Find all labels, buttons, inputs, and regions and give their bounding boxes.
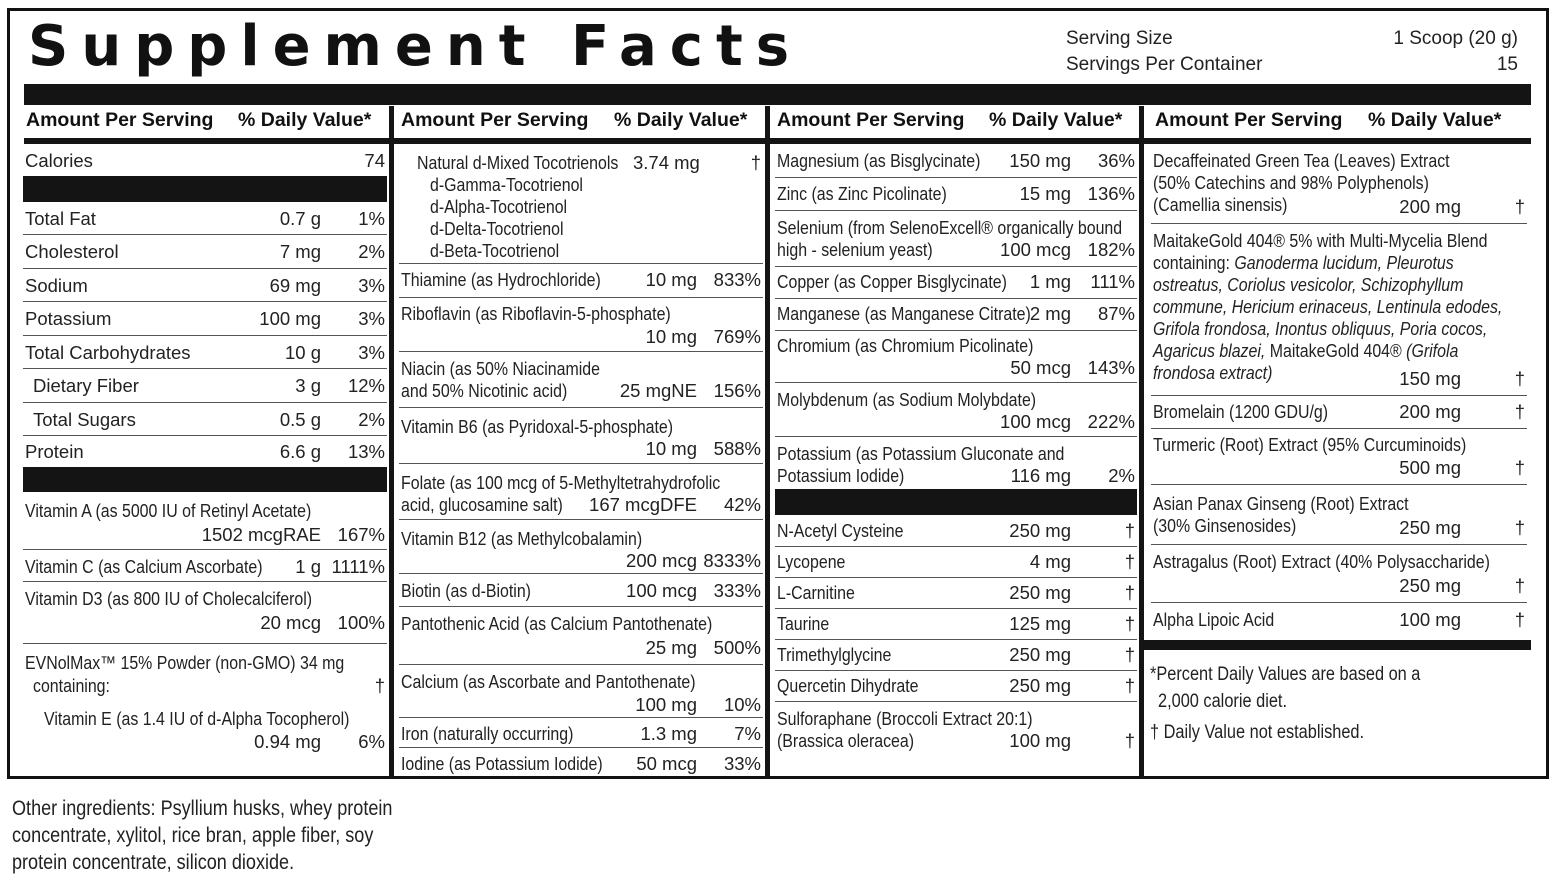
nutrient-dv: 13% xyxy=(347,441,385,462)
nutrient-amount: 200 mg xyxy=(1399,401,1461,422)
nutrient-amount: 250 mg xyxy=(1009,675,1071,696)
nutrient-amount: 150 mg xyxy=(1009,150,1071,171)
nutrient-name: MaitakeGold 404® 5% with Multi-Mycelia Blend xyxy=(1153,230,1488,251)
nutrient-name: Astragalus (Root) Extract (40% Polysaccharide) xyxy=(1153,551,1490,572)
nutrient-name: Lycopene xyxy=(777,551,846,572)
nutrient-dv: 7% xyxy=(734,723,761,744)
nutrient-dv: 111% xyxy=(1090,271,1135,292)
row-vitamin-a xyxy=(23,492,387,550)
row-pantothenic-acid xyxy=(399,607,763,665)
panel-title: Supplement Facts xyxy=(28,14,803,79)
row-vitamin-b6 xyxy=(399,408,763,464)
nutrient-amount: 6.6 g xyxy=(279,441,321,462)
footnote-bar xyxy=(1144,640,1531,650)
nutrient-amount: 200 mcg xyxy=(626,550,697,571)
species-list: (Grifola xyxy=(1406,340,1459,361)
nutrient-amount: 0.94 mg xyxy=(254,731,321,752)
row-zinc xyxy=(775,178,1137,211)
sub-ingredient: d-Delta-Tocotrienol xyxy=(430,218,564,239)
nutrient-dv: † xyxy=(1124,551,1135,572)
row-biotin xyxy=(399,574,763,607)
row-turmeric xyxy=(1151,429,1527,485)
nutrient-name: Calories xyxy=(25,150,93,171)
nutrient-amount: 25 mg xyxy=(645,637,697,658)
nutrient-amount: 10 mg xyxy=(645,269,697,290)
nutrient-name: Iodine (as Potassium Iodide) xyxy=(401,753,603,774)
nutrient-amount: 100 mg xyxy=(259,308,321,329)
nutrient-amount: 1.3 mg xyxy=(640,723,697,744)
header-amount: Amount Per Serving xyxy=(26,109,214,131)
row-ginseng xyxy=(1151,485,1527,545)
row-vitamin-c xyxy=(23,550,387,582)
nutrient-name: Vitamin A (as 5000 IU of Retinyl Acetate) xyxy=(25,500,312,521)
nutrient-name: Molybdenum (as Sodium Molybdate) xyxy=(777,389,1037,410)
nutrient-name: Dietary Fiber xyxy=(33,375,139,396)
row-dietary-fiber xyxy=(23,369,387,403)
nutrient-name: Total Sugars xyxy=(33,409,136,430)
row-sulforaphane xyxy=(775,702,1137,758)
nutrient-dv: † xyxy=(750,152,761,173)
nutrient-name: Sodium xyxy=(25,275,88,296)
header-dv: % Daily Value* xyxy=(238,109,372,131)
header-dv: % Daily Value* xyxy=(1368,109,1502,131)
serving-size-label: Serving Size xyxy=(1066,28,1173,49)
containing-label: containing: xyxy=(1153,252,1235,273)
row-selenium xyxy=(775,211,1137,267)
row-riboflavin xyxy=(399,298,763,352)
nutrient-dv: 588% xyxy=(713,438,761,459)
other-ingredients-line: Other ingredients: Psyllium husks, whey protein xyxy=(12,797,393,820)
nutrient-dv: 36% xyxy=(1097,150,1135,171)
nutrient-amount: 7 mg xyxy=(279,241,321,262)
nutrient-dv: † xyxy=(1124,675,1135,696)
row-green-tea xyxy=(1151,146,1527,224)
nutrient-dv: 333% xyxy=(713,580,761,601)
row-bromelain xyxy=(1151,396,1527,429)
row-maitakegold xyxy=(1151,224,1527,396)
nutrient-amount: 116 mg xyxy=(1010,465,1071,486)
nutrient-name: Vitamin C (as Calcium Ascorbate) xyxy=(25,556,263,577)
row-thiamine xyxy=(399,264,763,298)
nutrient-name-cont: (Camellia sinensis) xyxy=(1153,194,1288,215)
nutrient-name: Biotin (as d-Biotin) xyxy=(401,580,531,601)
nutrient-dv: 42% xyxy=(723,494,761,515)
nutrient-name-cont: containing: xyxy=(33,675,110,696)
nutrient-name: Folate (as 100 mcg of 5-Methyltetrahydrofolic xyxy=(401,472,721,493)
nutrient-dv: † xyxy=(1124,644,1135,665)
species-list: Ganoderma lucidum, Pleurotus xyxy=(1234,252,1454,273)
row-molybdenum xyxy=(775,383,1137,437)
section-bar xyxy=(775,489,1137,515)
nutrient-name: Iron (naturally occurring) xyxy=(401,723,574,744)
nutrient-amount: 10 g xyxy=(284,342,321,363)
nutrient-amount: 10 mg xyxy=(645,326,697,347)
sub-ingredient: d-Beta-Tocotrienol xyxy=(430,240,560,261)
nutrient-dv: † xyxy=(1514,517,1525,538)
nutrient-dv: 3% xyxy=(358,275,385,296)
row-chromium xyxy=(775,331,1137,383)
nutrient-name: Potassium (as Potassium Gluconate and xyxy=(777,443,1065,464)
nutrient-amount: 125 mg xyxy=(1009,613,1071,634)
nutrient-dv: 156% xyxy=(713,380,761,401)
nutrient-amount: 10 mg xyxy=(645,438,697,459)
row-potassium-mineral xyxy=(775,437,1137,489)
column-divider xyxy=(1139,106,1144,778)
nutrient-dv: 8333% xyxy=(703,550,761,571)
nutrient-name: Chromium (as Chromium Picolinate) xyxy=(777,335,1034,356)
nutrient-amount: 74 xyxy=(364,150,385,171)
nutrient-amount: 100 mcg xyxy=(1000,411,1071,432)
row-taurine xyxy=(775,609,1137,640)
nutrient-name: Vitamin B6 (as Pyridoxal-5-phosphate) xyxy=(401,416,674,437)
nutrient-dv: 100% xyxy=(337,612,385,633)
header-amount: Amount Per Serving xyxy=(1155,109,1343,131)
sub-ingredient: d-Alpha-Tocotrienol xyxy=(430,196,568,217)
nutrient-dv: 143% xyxy=(1087,357,1135,378)
footnote-daily-values: *Percent Daily Values are based on a xyxy=(1150,664,1421,685)
nutrient-name: Calcium (as Ascorbate and Pantothenate) xyxy=(401,671,696,692)
column-3 xyxy=(775,146,1137,758)
header-rule xyxy=(770,138,1139,144)
nutrient-dv: 3% xyxy=(358,342,385,363)
nutrient-amount: 50 mcg xyxy=(1010,357,1071,378)
nutrient-amount: 200 mg xyxy=(1399,196,1461,217)
row-lycopene xyxy=(775,547,1137,578)
nutrient-name: Vitamin B12 (as Methylcobalamin) xyxy=(401,528,643,549)
nutrient-name: EVNolMax™ 15% Powder (non-GMO) 34 mg xyxy=(25,652,345,673)
row-total-fat xyxy=(23,202,387,235)
nutrient-name: Trimethylglycine xyxy=(777,644,892,665)
nutrient-dv: 1% xyxy=(358,208,385,229)
row-magnesium xyxy=(775,146,1137,178)
footnote-calorie-diet: 2,000 calorie diet. xyxy=(1158,691,1287,712)
nutrient-dv: 87% xyxy=(1097,303,1135,324)
other-ingredients xyxy=(12,795,392,876)
header-rule xyxy=(394,138,765,144)
row-l-carnitine xyxy=(775,578,1137,609)
row-iodine xyxy=(399,748,763,778)
nutrient-name: Magnesium (as Bisglycinate) xyxy=(777,150,981,171)
serving-size-value: 1 Scoop (20 g) xyxy=(1393,28,1518,49)
nutrient-dv: 3% xyxy=(358,308,385,329)
nutrient-dv: 2% xyxy=(358,409,385,430)
header-amount: Amount Per Serving xyxy=(401,109,589,131)
column-1 xyxy=(23,146,387,754)
species-list: commune, Hericium erinaceus, Lentinula edodes, xyxy=(1153,296,1503,317)
nutrient-name: Cholesterol xyxy=(25,241,119,262)
row-total-sugars xyxy=(23,403,387,436)
nutrient-amount: 250 mg xyxy=(1009,520,1071,541)
nutrient-dv: 833% xyxy=(713,269,761,290)
nutrient-dv: † xyxy=(1124,520,1135,541)
nutrient-dv: 136% xyxy=(1087,183,1135,204)
nutrient-amount: 69 mg xyxy=(269,275,321,296)
row-calcium xyxy=(399,665,763,718)
nutrient-dv: 182% xyxy=(1087,239,1135,260)
nutrient-dv: † xyxy=(1514,401,1525,422)
nutrient-amount: 0.5 g xyxy=(279,409,321,430)
nutrient-amount: 1502 mcgRAE xyxy=(201,524,321,545)
servings-per-container-value: 15 xyxy=(1496,54,1518,75)
nutrient-dv: 6% xyxy=(358,731,385,752)
row-manganese xyxy=(775,299,1137,331)
footnote-dagger: † Daily Value not established. xyxy=(1150,722,1365,743)
nutrient-amount: 1 g xyxy=(295,556,321,577)
nutrient-amount: 0.7 g xyxy=(279,208,321,229)
nutrient-name: Thiamine (as Hydrochloride) xyxy=(401,269,601,290)
nutrient-name: L-Carnitine xyxy=(777,582,855,603)
nutrient-name-cont xyxy=(1153,340,1458,362)
column-4 xyxy=(1151,146,1527,637)
nutrient-name: Copper (as Copper Bisglycinate) xyxy=(777,271,1007,292)
row-evnolmax xyxy=(23,644,387,754)
nutrient-name: Asian Panax Ginseng (Root) Extract xyxy=(1153,493,1409,514)
nutrient-name-cont: high - selenium yeast) xyxy=(777,239,933,260)
nutrient-name-cont: and 50% Nicotinic acid) xyxy=(401,380,568,401)
nutrient-name-cont: (Brassica oleracea) xyxy=(777,730,915,751)
nutrient-dv: 2% xyxy=(358,241,385,262)
row-vitamin-b12 xyxy=(399,520,763,574)
nutrient-name: Decaffeinated Green Tea (Leaves) Extract xyxy=(1153,150,1450,171)
nutrient-amount: 250 mg xyxy=(1009,644,1071,665)
nutrient-dv: † xyxy=(1514,196,1525,217)
column-divider xyxy=(765,106,770,778)
nutrient-dv: † xyxy=(1124,582,1135,603)
nutrient-dv: 167% xyxy=(337,524,385,545)
nutrient-name: Natural d-Mixed Tocotrienols xyxy=(417,152,619,173)
row-tocotrienols xyxy=(399,146,763,264)
row-astragalus xyxy=(1151,545,1527,603)
nutrient-amount: 50 mcg xyxy=(636,753,697,774)
nutrient-dv: 10% xyxy=(723,694,761,715)
row-total-carbohydrates xyxy=(23,336,387,369)
header-rule xyxy=(24,138,389,144)
row-trimethylglycine xyxy=(775,640,1137,671)
row-folate xyxy=(399,464,763,520)
row-quercetin xyxy=(775,671,1137,702)
nutrient-name: Quercetin Dihydrate xyxy=(777,675,919,696)
header-amount: Amount Per Serving xyxy=(777,109,965,131)
nutrient-name: Pantothenic Acid (as Calcium Pantothenate) xyxy=(401,613,713,634)
nutrient-name: Turmeric (Root) Extract (95% Curcuminoids) xyxy=(1153,434,1467,455)
nutrient-dv: † xyxy=(1514,575,1525,596)
top-divider-bar xyxy=(24,84,1531,105)
nutrient-amount: 250 mg xyxy=(1009,582,1071,603)
row-copper xyxy=(775,267,1137,299)
nutrient-amount: 250 mg xyxy=(1399,575,1461,596)
nutrient-name: Manganese (as Manganese Citrate) xyxy=(777,303,1031,324)
nutrient-amount: 1 mg xyxy=(1029,271,1071,292)
nutrient-dv: 1111% xyxy=(331,556,385,577)
nutrient-amount: 3 g xyxy=(295,375,321,396)
nutrient-amount: 100 mg xyxy=(635,694,697,715)
section-bar xyxy=(23,176,387,202)
nutrient-dv: 33% xyxy=(723,753,761,774)
row-niacin xyxy=(399,352,763,408)
nutrient-name: Sulforaphane (Broccoli Extract 20:1) xyxy=(777,708,1033,729)
other-ingredients-line: concentrate, xylitol, rice bran, apple fiber, soy xyxy=(12,824,374,847)
species-list: Agaricus blazei, xyxy=(1153,340,1266,361)
nutrient-amount: 167 mcgDFE xyxy=(589,494,697,515)
nutrient-name: Vitamin D3 (as 800 IU of Cholecalciferol) xyxy=(25,588,313,609)
nutrient-name: Alpha Lipoic Acid xyxy=(1153,609,1275,630)
row-alpha-lipoic-acid xyxy=(1151,603,1527,637)
nutrient-name-cont: Potassium Iodide) xyxy=(777,465,905,486)
nutrient-amount: 20 mcg xyxy=(260,612,321,633)
nutrient-dv: † xyxy=(1514,457,1525,478)
nutrient-name: Niacin (as 50% Niacinamide xyxy=(401,358,600,379)
nutrient-amount: 3.74 mg xyxy=(633,152,700,173)
section-bar xyxy=(23,467,387,492)
nutrient-dv: 500% xyxy=(713,637,761,658)
nutrient-amount: 100 mg xyxy=(1399,609,1461,630)
nutrient-amount: 250 mg xyxy=(1399,517,1461,538)
nutrient-amount: 100 mg xyxy=(1009,730,1071,751)
nutrient-name-cont: acid, glucosamine salt) xyxy=(401,494,563,515)
species-list: ostreatus, Coriolus vesicolor, Schizophyllum xyxy=(1153,274,1464,295)
nutrient-dv: 2% xyxy=(1108,465,1135,486)
row-iron xyxy=(399,718,763,748)
nutrient-dv: 12% xyxy=(347,375,385,396)
nutrient-name-cont xyxy=(1153,252,1454,274)
nutrient-dv: † xyxy=(1514,609,1525,630)
nutrient-amount: 100 mcg xyxy=(1000,239,1071,260)
nutrient-dv: † xyxy=(1124,613,1135,634)
nutrient-name: Bromelain (1200 GDU/g) xyxy=(1153,401,1329,422)
nutrient-name-cont: (30% Ginsenosides) xyxy=(1153,515,1297,536)
nutrient-name-cont: (50% Catechins and 98% Polyphenols) xyxy=(1153,172,1429,193)
row-protein xyxy=(23,436,387,467)
servings-per-container-label: Servings Per Container xyxy=(1066,54,1263,75)
nutrient-name: Total Carbohydrates xyxy=(25,342,191,363)
nutrient-name: Potassium xyxy=(25,308,112,329)
column-divider xyxy=(389,106,394,778)
nutrient-dv: 769% xyxy=(713,326,761,347)
nutrient-dv: † xyxy=(1514,368,1525,389)
nutrient-name: Riboflavin (as Riboflavin-5-phosphate) xyxy=(401,303,671,324)
nutrient-amount: 150 mg xyxy=(1399,368,1461,389)
row-vitamin-d3 xyxy=(23,582,387,644)
nutrient-dv: † xyxy=(1124,730,1135,751)
nutrient-name: Total Fat xyxy=(25,208,96,229)
nutrient-dv: † xyxy=(374,675,385,696)
nutrient-name: Protein xyxy=(25,441,84,462)
row-sodium xyxy=(23,269,387,302)
row-potassium xyxy=(23,302,387,336)
species-list: frondosa extract) xyxy=(1153,362,1273,383)
nutrient-name: Taurine xyxy=(777,613,830,634)
nutrient-amount: 15 mg xyxy=(1019,183,1071,204)
species-list: Grifola frondosa, Inontus obliquus, Poria cocos, xyxy=(1153,318,1488,339)
header-rule xyxy=(1144,138,1531,144)
nutrient-name: N-Acetyl Cysteine xyxy=(777,520,904,541)
row-calories xyxy=(23,146,387,176)
nutrient-amount: 2 mg xyxy=(1029,303,1071,324)
row-cholesterol xyxy=(23,235,387,269)
nutrient-amount: 100 mcg xyxy=(626,580,697,601)
nutrient-amount: 4 mg xyxy=(1029,551,1071,572)
row-nac xyxy=(775,515,1137,547)
nutrient-sub-name: Vitamin E (as 1.4 IU of d-Alpha Tocopherol) xyxy=(44,708,350,729)
nutrient-amount: 500 mg xyxy=(1399,457,1461,478)
nutrient-name: Zinc (as Zinc Picolinate) xyxy=(777,183,947,204)
column-2 xyxy=(399,146,763,778)
nutrient-dv: 222% xyxy=(1087,411,1135,432)
other-ingredients-line: protein concentrate, silicon dioxide. xyxy=(12,851,295,874)
nutrient-amount: 25 mgNE xyxy=(619,380,697,401)
sub-ingredient: d-Gamma-Tocotrienol xyxy=(430,174,583,195)
nutrient-name: Selenium (from SelenoExcell® organically bound xyxy=(777,217,1123,238)
header-dv: % Daily Value* xyxy=(989,109,1123,131)
header-dv: % Daily Value* xyxy=(614,109,748,131)
brand-name: MaitakeGold 404® xyxy=(1265,340,1407,361)
